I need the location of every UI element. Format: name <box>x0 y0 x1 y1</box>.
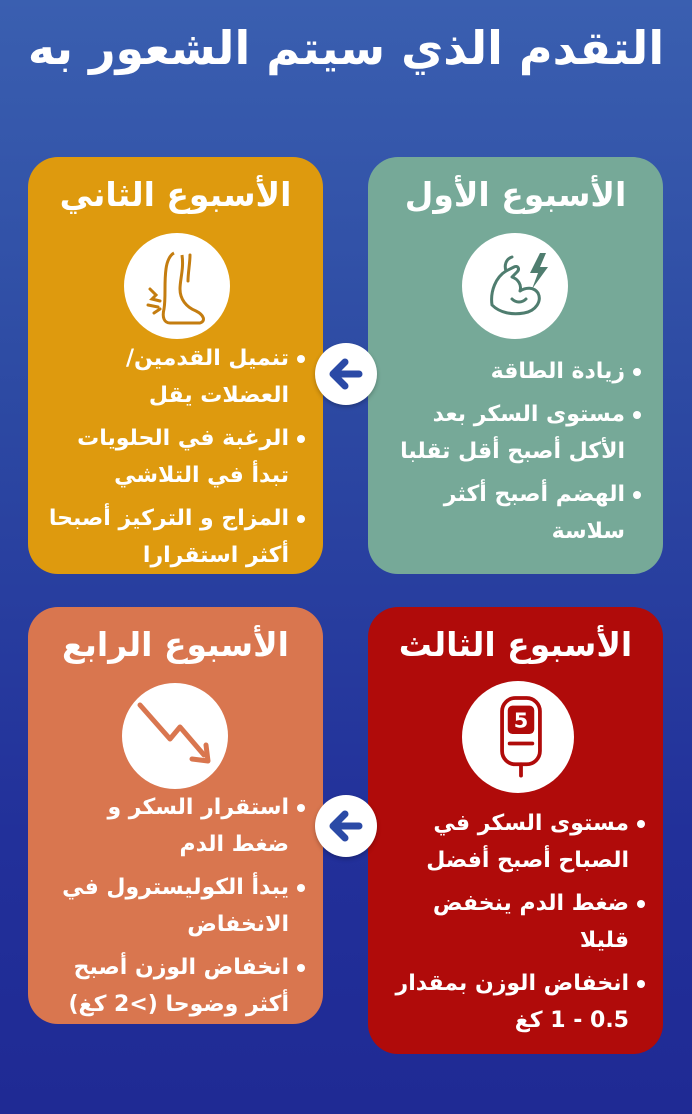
week-4-card <box>28 607 323 1024</box>
meter-value: 5 <box>513 708 529 733</box>
week-2-bullet: تنميل القدمين/العضلات يقل <box>48 340 307 414</box>
week-4-heading: الأسبوع الرابع <box>61 625 289 664</box>
left-arrow-icon <box>315 795 377 857</box>
week-2-card <box>28 157 323 574</box>
week-1-heading: الأسبوع الأول <box>404 175 627 214</box>
week-1-bullet: زيادة الطاقة <box>390 353 643 390</box>
week-1-card <box>368 157 663 574</box>
week-3-heading: الأسبوع الثالث <box>398 625 633 664</box>
week-4-bullets <box>48 789 307 1029</box>
flexed-arm-energy-icon <box>462 233 568 339</box>
trend-down-arrow-icon <box>122 683 228 789</box>
week-3-bullet: انخفاض الوزن بمقدار 0.5 - 1 كغ <box>390 965 647 1039</box>
week-1-bullets <box>390 353 643 556</box>
week-2-heading: الأسبوع الثاني <box>59 175 292 214</box>
week-1-bullet: الهضم أصبح أكثر سلاسة <box>390 476 643 550</box>
week-3-bullets <box>390 805 647 1045</box>
week-3-card <box>368 607 663 1054</box>
week-1-bullet: مستوى السكر بعد الأكل أصبح أقل تقلبا <box>390 396 643 470</box>
week-3-bullet: مستوى السكر في الصباح أصبح أفضل <box>390 805 647 879</box>
glucose-meter-icon <box>462 681 574 793</box>
week-4-bullet: يبدأ الكوليسترول في الانخفاض <box>48 869 307 943</box>
page-title: التقدم الذي سيتم الشعور به <box>27 21 665 75</box>
left-arrow-icon <box>315 343 377 405</box>
foot-pain-icon <box>124 233 230 339</box>
week-2-bullets <box>48 340 307 580</box>
week-4-bullet: استقرار السكر و ضغط الدم <box>48 789 307 863</box>
week-2-bullet: المزاج و التركيز أصبحا أكثر استقرارا <box>48 500 307 574</box>
week-4-bullet: انخفاض الوزن أصبح أكثر وضوحا (>2 كغ) <box>48 949 307 1023</box>
week-3-bullet: ضغط الدم ينخفض قليلا <box>390 885 647 959</box>
week-2-bullet: الرغبة في الحلويات تبدأ في التلاشي <box>48 420 307 494</box>
